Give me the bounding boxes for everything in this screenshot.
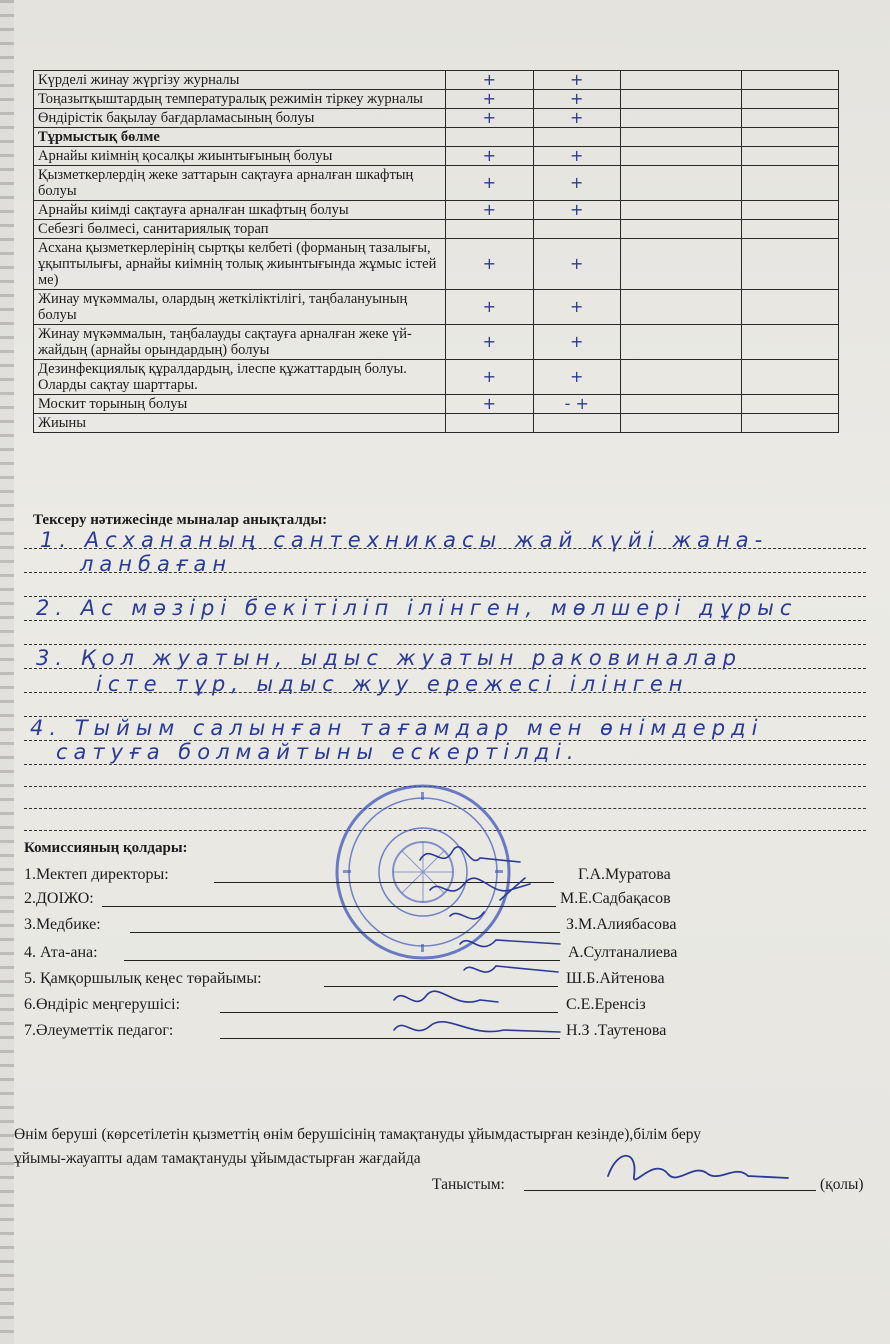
table-row [34,360,839,395]
checklist-table [33,70,839,433]
row-label: Күрделі жинау жүргізу журналы [34,71,446,90]
row-cell-empty [620,290,741,325]
row-cell-empty [620,325,741,360]
row-mark-2 [533,414,620,433]
signature-name-5: Ш.Б.Айтенова [566,970,665,987]
row-mark-2: + [533,360,620,395]
finding-line-2: ланбаған [80,552,233,576]
row-cell-empty [742,395,839,414]
table-row [34,395,839,414]
row-cell-empty [742,201,839,220]
table-row [34,201,839,220]
row-mark-2: + [533,239,620,290]
row-label: Жинау мүкәммалы, олардың жеткіліктілігі, таңбалануының болуы [34,290,446,325]
row-label: Тұрмыстық бөлме [34,128,446,147]
row-mark-1: + [446,239,533,290]
acknowledged-signature [598,1146,798,1196]
row-cell-empty [620,239,741,290]
row-mark-2: + [533,290,620,325]
row-cell-empty [620,71,741,90]
row-cell-empty [620,414,741,433]
row-mark-1 [446,414,533,433]
row-cell-empty [742,290,839,325]
finding-line-5: істе тұр, ыдыс жуу ережесі ілінген [96,672,689,696]
row-cell-empty [742,220,839,239]
row-cell-empty [620,220,741,239]
row-label: Қызметкерлердің жеке заттарын сақтауға арналған шкафтың болуы [34,166,446,201]
finding-line-1: 1. Асхананың сантехникасы жай күйі жана- [40,528,769,552]
row-mark-1: + [446,290,533,325]
footer-line-2: ұйымы-жауапты адам тамақтануды ұйымдастырған жағдайда [14,1150,421,1167]
row-cell-empty [742,325,839,360]
row-label: Жиыны [34,414,446,433]
signatures-title: Комиссияның қолдары: [24,840,188,856]
row-mark-2 [533,220,620,239]
signature-role-5: 5. Қамқоршылық кеңес төрайымы: [24,970,262,987]
row-cell-empty [620,147,741,166]
signature-name-6: С.Е.Еренсіз [566,996,646,1013]
signature-name-3: З.М.Алиябасова [566,916,677,933]
table-row [34,290,839,325]
row-cell-empty [742,239,839,290]
row-mark-1: + [446,90,533,109]
row-mark-2: - + [533,395,620,414]
signature-role-7: 7.Әлеуметтік педагог: [24,1022,174,1039]
row-label: Арнайы киімнің қосалқы жиынтығының болуы [34,147,446,166]
row-cell-empty [620,360,741,395]
signature-name-1: Г.А.Муратова [578,866,671,883]
row-label: Дезинфекциялық құралдардың, ілеспе құжаттардың болуы. Оларды сақтау шарттары. [34,360,446,395]
row-cell-empty [742,128,839,147]
table-row [34,71,839,90]
row-mark-2: + [533,201,620,220]
row-label: Арнайы киімді сақтауға арналған шкафтың болуы [34,201,446,220]
findings-title: Тексеру нәтижесінде мыналар анықталды: [33,512,328,528]
signature-role-6: 6.Өндіріс меңгерушісі: [24,996,181,1013]
row-mark-1: + [446,201,533,220]
table-row [34,147,839,166]
row-label: Жинау мүкәммалын, таңбалауды сақтауға арналған жеке үй-жайдың (арнайы орындардың) болуы [34,325,446,360]
signature-name-7: Н.З .Таутенова [566,1022,667,1039]
row-label: Москит торының болуы [34,395,446,414]
table-section-row [34,128,839,147]
footer-line-1: Өнім беруші (көрсетілетін қызметтің өнім берушісінің тамақтануды ұйымдастырған кезінде),білім беру [14,1126,702,1143]
signature-role-3: 3.Медбике: [24,916,101,933]
row-cell-empty [742,414,839,433]
signature-scribbles [380,840,580,1050]
table-row [34,109,839,128]
table-row [34,414,839,433]
row-cell-empty [742,71,839,90]
finding-line-4: 3. Қол жуатын, ыдыс жуатын раковиналар [36,646,742,670]
row-mark-2: + [533,147,620,166]
row-cell-empty [742,109,839,128]
row-label: Асхана қызметкерлерінің сыртқы келбеті (форманың тазалығы, ұқыптылығы, арнайы киімнің толық жиынтығында жұмыс істей ме) [34,239,446,290]
signature-caption: (қолы) [820,1176,864,1193]
finding-line-6: 4. Тыйым салынған тағамдар мен өнімдерді [30,716,764,740]
row-mark-1: + [446,166,533,201]
signature-role-1: 1.Мектеп директоры: [24,866,169,883]
row-mark-2: + [533,325,620,360]
row-mark-1: + [446,395,533,414]
row-cell-empty [620,90,741,109]
row-mark-2 [533,128,620,147]
table-row [34,220,839,239]
table-row [34,325,839,360]
row-cell-empty [620,166,741,201]
row-cell-empty [620,395,741,414]
signature-role-4: 4. Ата-ана: [24,944,98,961]
signature-role-2: 2.ДОІЖО: [24,890,94,907]
row-cell-empty [742,166,839,201]
row-mark-1: + [446,109,533,128]
signature-name-4: А.Султаналиева [568,944,678,961]
row-mark-2: + [533,71,620,90]
row-cell-empty [742,360,839,395]
acknowledged-label: Таныстым: [432,1176,505,1193]
signature-name-2: М.Е.Садбақасов [560,890,671,907]
row-mark-2: + [533,109,620,128]
row-cell-empty [620,109,741,128]
row-mark-2: + [533,90,620,109]
finding-line-7: сатуға болмайтыны ескертілді. [56,740,580,764]
row-mark-1: + [446,71,533,90]
table-row [34,239,839,290]
row-mark-2: + [533,166,620,201]
table-row [34,90,839,109]
row-label: Тоңазытқыштардың температуралық режимін тіркеу журналы [34,90,446,109]
row-mark-1: + [446,360,533,395]
row-mark-1 [446,220,533,239]
row-cell-empty [742,90,839,109]
row-mark-1: + [446,325,533,360]
finding-line-3: 2. Ас мәзірі бекітіліп ілінген, мөлшері дұрыс [36,596,798,620]
row-cell-empty [620,201,741,220]
binding-edge [0,0,14,1344]
table-row [34,166,839,201]
row-cell-empty [620,128,741,147]
row-cell-empty [742,147,839,166]
row-mark-1: + [446,147,533,166]
row-mark-1 [446,128,533,147]
row-label: Себезгі бөлмесі, санитариялық торап [34,220,446,239]
row-label: Өндірістік бақылау бағдарламасының болуы [34,109,446,128]
